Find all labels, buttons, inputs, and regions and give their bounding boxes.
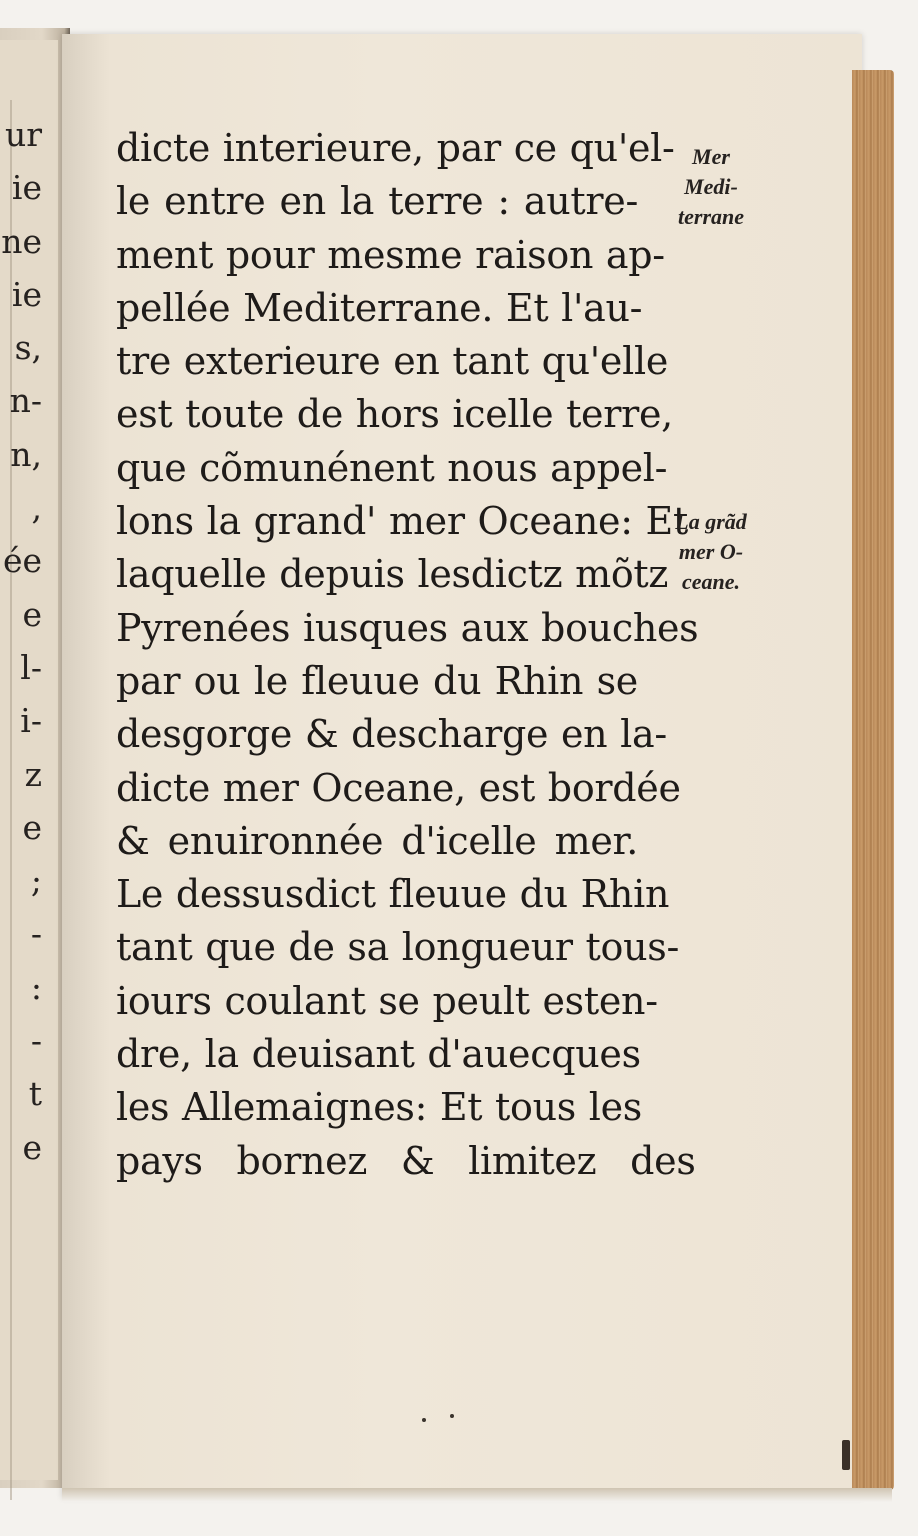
- left-fragment: ée: [2, 541, 42, 581]
- left-fragment: :: [30, 967, 42, 1007]
- text-line: pellée Mediterrane. Et l'au-: [116, 285, 643, 330]
- left-fragment: e: [22, 1127, 42, 1167]
- left-fragment: ie: [11, 168, 42, 208]
- page-edge-mark: [842, 1440, 850, 1470]
- left-fragment: n-: [9, 381, 42, 421]
- margin-note-line: La grãd: [675, 509, 747, 534]
- text-line: est toute de hors icelle terre,: [116, 392, 673, 437]
- text-line: iours coulant se peult esten-: [116, 978, 658, 1023]
- margin-note-line: Mer: [692, 144, 730, 169]
- left-page-text-fragments: [0, 108, 56, 1174]
- text-line: par ou le fleuue du Rhin se: [116, 658, 638, 703]
- text-line: les Allemaignes: Et tous les: [116, 1085, 643, 1130]
- text-line: dicte mer Oceane, est bordée: [116, 765, 681, 810]
- left-fragment: ie: [11, 274, 42, 314]
- margin-note-oceane: [652, 507, 770, 597]
- ink-dot: [422, 1418, 426, 1422]
- left-fragment: ;: [30, 861, 42, 901]
- text-line: desgorge & descharge en la-: [116, 712, 667, 757]
- left-fragment: t: [28, 1074, 42, 1114]
- text-line: ment pour mesme raison ap-: [116, 232, 665, 277]
- page-fore-edge: [852, 70, 894, 1490]
- text-line: & enuironnée d'icelle mer.: [116, 818, 638, 863]
- text-line: pays bornez & limitez des: [116, 1138, 696, 1183]
- margin-note-line: terrane: [678, 204, 744, 229]
- ink-dots: [420, 1410, 480, 1430]
- text-line: dre, la deuisant d'auecques: [116, 1032, 641, 1077]
- left-fragment: ,: [31, 488, 42, 528]
- text-line: dicte interieure, par ce qu'el-: [116, 126, 675, 170]
- text-line: laquelle depuis lesdictz mõtz: [116, 552, 669, 597]
- text-line: le entre en la terre : autre-: [116, 179, 638, 224]
- margin-note-line: Medi-: [684, 174, 738, 199]
- left-fragment: ne: [1, 221, 42, 261]
- margin-note-line: mer O-: [678, 539, 744, 564]
- text-line: que cõmunénent nous appel-: [116, 445, 668, 490]
- text-line: tre exterieure en tant qu'elle: [116, 339, 669, 384]
- margin-note-mediterrane: [652, 142, 770, 232]
- ink-dot: [450, 1414, 454, 1418]
- left-fragment: l-: [20, 647, 42, 687]
- left-fragment: z: [24, 754, 42, 794]
- bottom-shadow: [62, 1488, 892, 1502]
- margin-note-line: ceane.: [681, 569, 741, 594]
- text-line: tant que de sa longueur tous-: [116, 925, 680, 970]
- left-fragment: -: [30, 1021, 42, 1061]
- text-line: Le dessusdict fleuue du Rhin: [116, 872, 670, 917]
- text-line: lons la grand' mer Oceane: Et: [116, 499, 688, 544]
- left-fragment: ur: [4, 115, 42, 154]
- left-fragment: s,: [14, 328, 42, 368]
- left-fragment: e: [22, 807, 42, 847]
- left-fragment: e: [22, 594, 42, 634]
- body-text: [116, 122, 699, 1188]
- left-fragment: i-: [20, 701, 42, 741]
- left-fragment: -: [30, 914, 42, 954]
- text-line: Pyrenées iusques aux bouches: [116, 605, 699, 650]
- left-fragment: n,: [10, 434, 42, 474]
